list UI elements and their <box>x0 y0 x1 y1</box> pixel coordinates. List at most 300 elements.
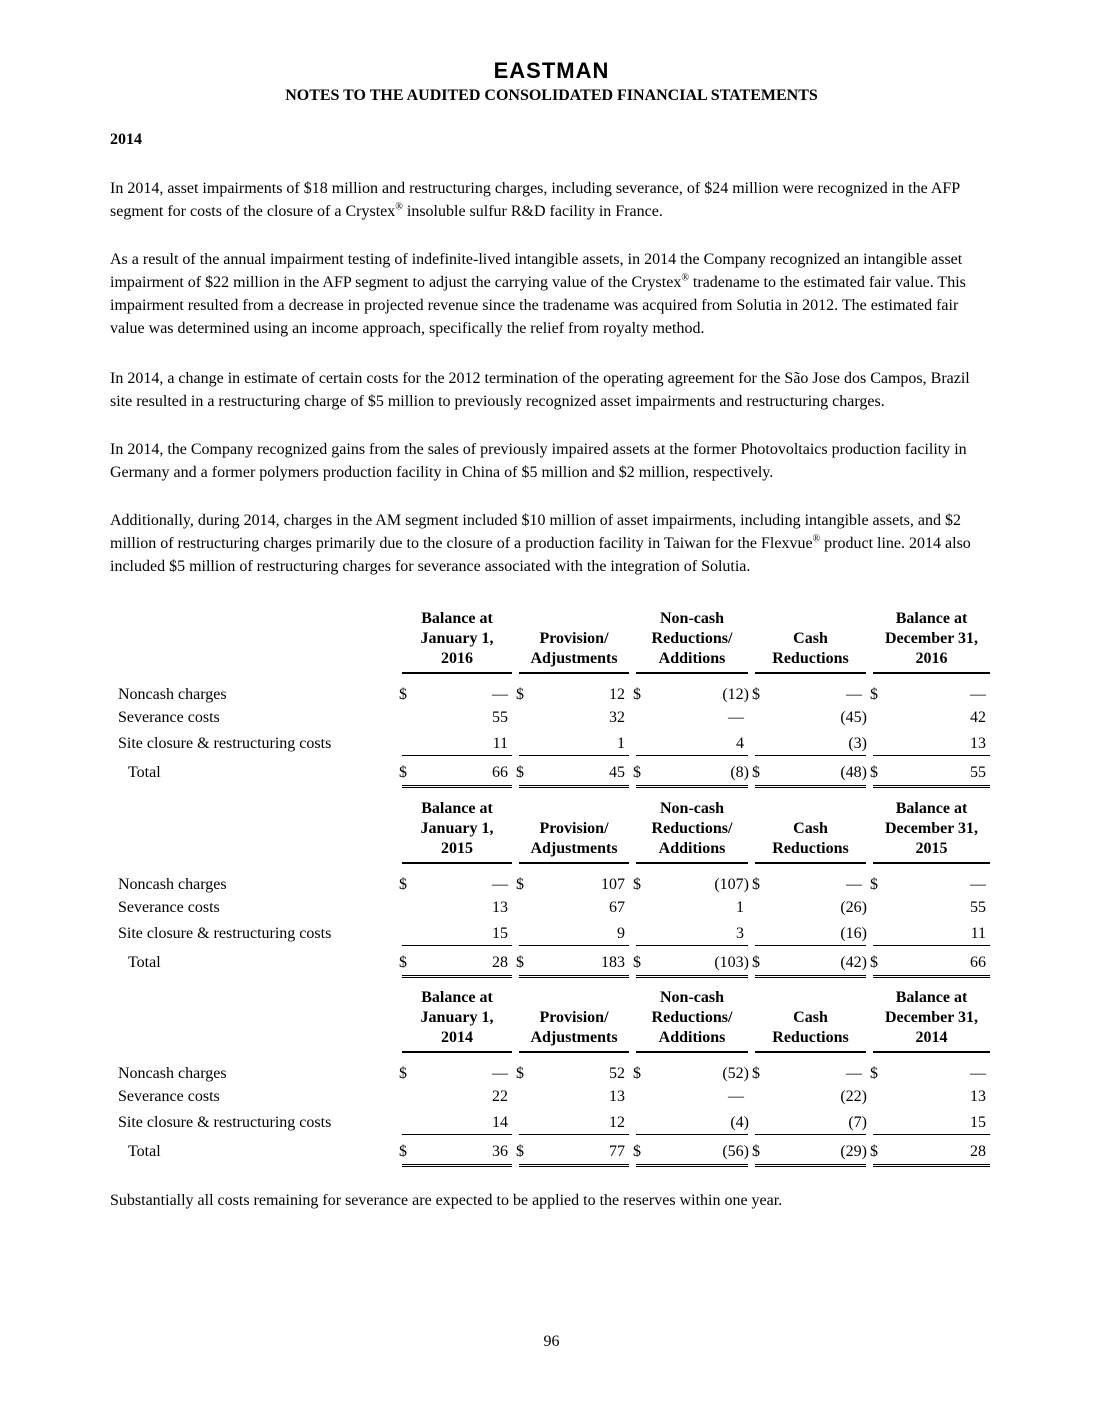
value-cell <box>750 1086 868 1108</box>
cell-value: (8) <box>730 764 749 781</box>
cell-value: — <box>728 1088 744 1105</box>
currency-symbol: $ <box>516 686 524 703</box>
currency-symbol: $ <box>752 1065 760 1082</box>
column-header-line: Balance at <box>421 610 493 627</box>
currency-symbol: $ <box>399 876 407 893</box>
column-header-line: Provision/ <box>539 1009 609 1026</box>
total-double-rule <box>402 785 512 788</box>
column-header-line: Non-cash <box>659 610 724 627</box>
total-double-rule <box>402 975 512 978</box>
value-cell <box>868 874 992 896</box>
value-cell <box>397 1086 514 1108</box>
column-header-line: Adjustments <box>530 1029 618 1046</box>
total-double-rule <box>519 975 629 978</box>
subtotal-rule <box>755 945 866 946</box>
cell-value: — <box>970 1065 986 1082</box>
cell-value: 36 <box>492 1143 508 1160</box>
column-header-line: December 31, <box>885 820 978 837</box>
column-header-text <box>402 799 512 859</box>
cell-value: 4 <box>736 735 744 752</box>
column-header-line: Adjustments <box>530 650 618 667</box>
value-cell <box>631 952 750 974</box>
cell-value: 66 <box>492 764 508 781</box>
cell-value: (22) <box>840 1088 867 1105</box>
value-cell <box>631 733 750 755</box>
column-header-text <box>873 799 990 859</box>
page-subtitle: NOTES TO THE AUDITED CONSOLIDATED FINANCIAL STATEMENTS <box>285 87 818 104</box>
cell-value: 67 <box>609 899 625 916</box>
cell-value: 66 <box>970 954 986 971</box>
row-label: Total <box>128 764 161 781</box>
value-cell <box>868 897 992 919</box>
cell-value: — <box>492 1065 508 1082</box>
column-header-text <box>636 609 748 669</box>
cell-value: 11 <box>970 925 986 942</box>
cell-value: — <box>492 876 508 893</box>
cell-value: 13 <box>970 735 986 752</box>
value-cell <box>750 684 868 706</box>
currency-symbol: $ <box>870 954 878 971</box>
value-cell <box>631 1063 750 1085</box>
value-cell <box>514 762 631 784</box>
company-logo: EASTMAN <box>493 58 610 83</box>
currency-symbol: $ <box>516 954 524 971</box>
cell-value: 28 <box>970 1143 986 1160</box>
currency-symbol: $ <box>752 1143 760 1160</box>
column-header-line: January 1, <box>420 1009 494 1026</box>
currency-symbol: $ <box>516 764 524 781</box>
column-header-line: December 31, <box>885 1009 978 1026</box>
subtotal-rule <box>519 1134 629 1135</box>
column-header-line: Additions <box>658 650 726 667</box>
total-double-rule <box>755 1164 866 1167</box>
column-header-line: Balance at <box>895 610 968 627</box>
value-cell <box>868 684 992 706</box>
value-cell <box>750 874 868 896</box>
subtotal-rule <box>636 1134 748 1135</box>
subtotal-rule <box>402 1134 512 1135</box>
row-label: Noncash charges <box>118 876 227 893</box>
column-header-line: Cash <box>793 630 828 647</box>
column-header-text <box>519 1008 629 1048</box>
value-cell <box>868 1112 992 1134</box>
column-header-text <box>402 609 512 669</box>
subtotal-rule <box>519 755 629 756</box>
value-cell <box>750 707 868 729</box>
cell-value: — <box>970 876 986 893</box>
header-rule <box>519 862 629 864</box>
cell-value: 13 <box>492 899 508 916</box>
currency-symbol: $ <box>399 1065 407 1082</box>
reserve-table <box>110 610 992 784</box>
column-header-line: Reductions <box>772 650 849 667</box>
row-label: Total <box>128 1143 161 1160</box>
subtotal-rule <box>402 945 512 946</box>
value-cell <box>397 897 514 919</box>
column-header-line: 2016 <box>915 650 948 667</box>
column-header-text <box>755 819 866 859</box>
subtotal-rule <box>873 945 990 946</box>
cell-value: (52) <box>722 1065 749 1082</box>
column-header-line: Additions <box>658 1029 726 1046</box>
cell-value: (56) <box>722 1143 749 1160</box>
column-header-line: 2015 <box>915 840 948 857</box>
currency-symbol: $ <box>752 876 760 893</box>
column-header-line: Balance at <box>895 800 968 817</box>
column-header-line: Balance at <box>421 800 493 817</box>
value-cell <box>514 897 631 919</box>
column-header-text <box>755 1008 866 1048</box>
header-rule <box>636 862 748 864</box>
subtotal-rule <box>636 755 748 756</box>
table-row <box>110 684 992 706</box>
currency-symbol: $ <box>870 686 878 703</box>
total-double-rule <box>636 975 748 978</box>
column-header-line: Balance at <box>421 989 493 1006</box>
value-cell <box>750 762 868 784</box>
total-row <box>110 762 992 784</box>
value-cell <box>750 1063 868 1085</box>
row-label: Total <box>128 954 161 971</box>
cell-value: 13 <box>609 1088 625 1105</box>
currency-symbol: $ <box>633 1065 641 1082</box>
paragraph-5: Additionally, during 2014, charges in the AM segment included $10 million of asset impairments, including intangible assets, and $2 million of restructuring charges primarily due to the closure of a production facility in Taiwan for the Flexvue® product line. 2014 also included $5 million of restructuring charges for severance associated with the integration of Solutia. <box>110 512 971 575</box>
total-row <box>110 952 992 974</box>
cell-value: 45 <box>609 764 625 781</box>
cell-value: (29) <box>840 1143 867 1160</box>
table-row <box>110 874 992 896</box>
footer-note: Substantially all costs remaining for severance are expected to be applied to the reserves within one year. <box>110 1192 783 1209</box>
total-double-rule <box>873 975 990 978</box>
cell-value: — <box>846 876 862 893</box>
header-noncash <box>636 800 748 864</box>
header-noncash <box>636 989 748 1053</box>
column-header-line: Balance at <box>895 989 968 1006</box>
value-cell <box>631 707 750 729</box>
currency-symbol: $ <box>870 764 878 781</box>
header-rule <box>402 672 512 674</box>
row-label: Severance costs <box>118 709 220 726</box>
column-header-text <box>636 799 748 859</box>
header-balance-end <box>873 989 990 1053</box>
subtotal-rule <box>873 755 990 756</box>
total-double-rule <box>755 975 866 978</box>
cell-value: 52 <box>609 1065 625 1082</box>
total-double-rule <box>636 1164 748 1167</box>
cell-value: — <box>846 686 862 703</box>
value-cell <box>397 952 514 974</box>
cell-value: — <box>492 686 508 703</box>
total-row <box>110 1141 992 1163</box>
cell-value: — <box>970 686 986 703</box>
cell-value: (48) <box>840 764 867 781</box>
value-cell <box>514 952 631 974</box>
header-rule <box>402 862 512 864</box>
column-header-line: January 1, <box>420 630 494 647</box>
value-cell <box>868 1063 992 1085</box>
header-rule <box>755 1051 866 1053</box>
currency-symbol: $ <box>399 954 407 971</box>
row-label: Site closure & restructuring costs <box>118 925 332 942</box>
column-header-line: Non-cash <box>659 989 724 1006</box>
total-double-rule <box>636 785 748 788</box>
column-header-line: Reductions/ <box>651 820 733 837</box>
total-double-rule <box>873 1164 990 1167</box>
total-double-rule <box>519 785 629 788</box>
header-balance-end <box>873 800 990 864</box>
column-header-line: 2014 <box>441 1029 473 1046</box>
cell-value: 55 <box>492 709 508 726</box>
value-cell <box>397 1112 514 1134</box>
column-header-line: Provision/ <box>539 820 609 837</box>
cell-value: 3 <box>736 925 744 942</box>
cell-value: 12 <box>609 1114 625 1131</box>
value-cell <box>868 707 992 729</box>
value-cell <box>868 923 992 945</box>
total-double-rule <box>755 785 866 788</box>
column-header-line: Provision/ <box>539 630 609 647</box>
paragraph-4: In 2014, the Company recognized gains from the sales of previously impaired assets at the former Photovoltaics production facility in Germany and a former polymers production facility in China of $5 million and $2 million, respectively. <box>110 441 967 481</box>
cell-value: 22 <box>492 1088 508 1105</box>
header-rule <box>636 1051 748 1053</box>
value-cell <box>631 1112 750 1134</box>
page-header <box>0 58 1103 106</box>
cell-value: — <box>728 709 744 726</box>
cell-value: 107 <box>601 876 625 893</box>
cell-value: (3) <box>848 735 867 752</box>
row-label: Severance costs <box>118 1088 220 1105</box>
value-cell <box>514 923 631 945</box>
value-cell <box>631 1086 750 1108</box>
header-cash <box>755 993 866 1053</box>
currency-symbol: $ <box>399 1143 407 1160</box>
table-row <box>110 897 992 919</box>
column-header-line: 2016 <box>441 650 473 667</box>
column-header-line: Adjustments <box>530 840 618 857</box>
value-cell <box>631 762 750 784</box>
value-cell <box>397 874 514 896</box>
value-cell <box>631 897 750 919</box>
header-provision <box>519 614 629 674</box>
header-balance-begin <box>402 800 512 864</box>
value-cell <box>750 952 868 974</box>
value-cell <box>397 923 514 945</box>
currency-symbol: $ <box>752 954 760 971</box>
table-row <box>110 733 992 755</box>
value-cell <box>514 1086 631 1108</box>
column-header-text <box>402 988 512 1048</box>
row-label: Severance costs <box>118 899 220 916</box>
currency-symbol: $ <box>516 1065 524 1082</box>
cell-value: 9 <box>617 925 625 942</box>
currency-symbol: $ <box>752 686 760 703</box>
value-cell <box>397 762 514 784</box>
total-double-rule <box>402 1164 512 1167</box>
currency-symbol: $ <box>399 764 407 781</box>
value-cell <box>750 923 868 945</box>
column-header-line: Reductions/ <box>651 630 733 647</box>
header-rule <box>873 1051 990 1053</box>
header-rule <box>402 1051 512 1053</box>
paragraph-3: In 2014, a change in estimate of certain costs for the 2012 termination of the operating agreement for the São Jose dos Campos, Brazil site resulted in a restructuring charge of $5 million to previously recognized asset impairments and restructuring charges. <box>110 370 970 410</box>
currency-symbol: $ <box>752 764 760 781</box>
column-header-text <box>636 988 748 1048</box>
cell-value: (26) <box>840 899 867 916</box>
value-cell <box>631 923 750 945</box>
currency-symbol: $ <box>870 876 878 893</box>
cell-value: 11 <box>492 735 508 752</box>
value-cell <box>750 733 868 755</box>
value-cell <box>514 707 631 729</box>
row-label: Site closure & restructuring costs <box>118 735 332 752</box>
value-cell <box>868 1141 992 1163</box>
total-double-rule <box>519 1164 629 1167</box>
cell-value: (103) <box>714 954 749 971</box>
cell-value: (45) <box>840 709 867 726</box>
column-header-text <box>519 629 629 669</box>
header-balance-begin <box>402 610 512 674</box>
section-title: 2014 <box>110 131 142 148</box>
cell-value: 32 <box>609 709 625 726</box>
header-balance-end <box>873 610 990 674</box>
value-cell <box>397 1141 514 1163</box>
header-rule <box>873 862 990 864</box>
cell-value: 14 <box>492 1114 508 1131</box>
page-number: 96 <box>543 1333 560 1350</box>
currency-symbol: $ <box>516 876 524 893</box>
cell-value: 15 <box>492 925 508 942</box>
currency-symbol: $ <box>633 686 641 703</box>
currency-symbol: $ <box>633 1143 641 1160</box>
value-cell <box>397 733 514 755</box>
value-cell <box>514 874 631 896</box>
currency-symbol: $ <box>633 876 641 893</box>
paragraph-2: As a result of the annual impairment testing of indefinite-lived intangible assets, in 2014 the Company recognized an intangible asset impairment of $22 million in the AFP segment to adjust the carrying value of the Crystex® tradename to the estimated fair value. This impairment resulted from a decrease in projected revenue since the tradename was acquired from Solutia in 2012. The estimated fair value was determined using an income approach, specifically the relief from royalty method. <box>110 251 966 337</box>
cell-value: 42 <box>970 709 986 726</box>
column-header-line: December 31, <box>885 630 978 647</box>
cell-value: 28 <box>492 954 508 971</box>
column-header-text <box>519 819 629 859</box>
value-cell <box>631 684 750 706</box>
reserve-table <box>110 989 992 1163</box>
value-cell <box>514 1063 631 1085</box>
column-header-text <box>873 988 990 1048</box>
currency-symbol: $ <box>516 1143 524 1160</box>
currency-symbol: $ <box>633 764 641 781</box>
header-rule <box>755 862 866 864</box>
column-header-line: January 1, <box>420 820 494 837</box>
subtotal-rule <box>519 945 629 946</box>
header-provision <box>519 993 629 1053</box>
header-rule <box>519 672 629 674</box>
subtotal-rule <box>755 755 866 756</box>
cell-value: (16) <box>840 925 867 942</box>
paragraph-1: In 2014, asset impairments of $18 million and restructuring charges, including severance, of $24 million were recognized in the AFP segment for costs of the closure of a Crystex® insoluble sulfur R&D facility in France. <box>110 180 960 220</box>
column-header-text <box>873 609 990 669</box>
value-cell <box>868 733 992 755</box>
header-rule <box>755 672 866 674</box>
value-cell <box>514 1112 631 1134</box>
cell-value: 1 <box>736 899 744 916</box>
table-row <box>110 1086 992 1108</box>
table-row <box>110 923 992 945</box>
table-row <box>110 1112 992 1134</box>
value-cell <box>514 1141 631 1163</box>
value-cell <box>397 707 514 729</box>
value-cell <box>868 762 992 784</box>
reserve-table <box>110 800 992 974</box>
column-header-line: Additions <box>658 840 726 857</box>
header-noncash <box>636 610 748 674</box>
cell-value: 1 <box>617 735 625 752</box>
table-row <box>110 707 992 729</box>
row-label: Site closure & restructuring costs <box>118 1114 332 1131</box>
value-cell <box>397 1063 514 1085</box>
cell-value: (12) <box>722 686 749 703</box>
header-provision <box>519 804 629 864</box>
total-double-rule <box>873 785 990 788</box>
cell-value: 15 <box>970 1114 986 1131</box>
header-rule <box>636 672 748 674</box>
value-cell <box>514 733 631 755</box>
value-cell <box>397 684 514 706</box>
value-cell <box>631 874 750 896</box>
cell-value: 13 <box>970 1088 986 1105</box>
cell-value: (4) <box>730 1114 749 1131</box>
currency-symbol: $ <box>633 954 641 971</box>
row-label: Noncash charges <box>118 1065 227 1082</box>
currency-symbol: $ <box>870 1065 878 1082</box>
column-header-line: Non-cash <box>659 800 724 817</box>
value-cell <box>868 952 992 974</box>
row-label: Noncash charges <box>118 686 227 703</box>
table-row <box>110 1063 992 1085</box>
subtotal-rule <box>755 1134 866 1135</box>
currency-symbol: $ <box>399 686 407 703</box>
value-cell <box>868 1086 992 1108</box>
cell-value: 12 <box>609 686 625 703</box>
subtotal-rule <box>636 945 748 946</box>
cell-value: — <box>846 1065 862 1082</box>
cell-value: 55 <box>970 764 986 781</box>
column-header-line: Reductions <box>772 1029 849 1046</box>
column-header-line: Cash <box>793 820 828 837</box>
column-header-text <box>755 629 866 669</box>
cell-value: (7) <box>848 1114 867 1131</box>
subtotal-rule <box>873 1134 990 1135</box>
value-cell <box>514 684 631 706</box>
currency-symbol: $ <box>870 1143 878 1160</box>
header-balance-begin <box>402 989 512 1053</box>
cell-value: 55 <box>970 899 986 916</box>
cell-value: (42) <box>840 954 867 971</box>
column-header-line: Reductions <box>772 840 849 857</box>
column-header-line: Reductions/ <box>651 1009 733 1026</box>
subtotal-rule <box>402 755 512 756</box>
header-cash <box>755 804 866 864</box>
column-header-line: 2014 <box>915 1029 948 1046</box>
header-rule <box>519 1051 629 1053</box>
header-cash <box>755 614 866 674</box>
cell-value: 183 <box>601 954 625 971</box>
value-cell <box>750 1141 868 1163</box>
cell-value: 77 <box>609 1143 625 1160</box>
value-cell <box>631 1141 750 1163</box>
cell-value: (107) <box>714 876 749 893</box>
column-header-line: Cash <box>793 1009 828 1026</box>
header-rule <box>873 672 990 674</box>
value-cell <box>750 1112 868 1134</box>
